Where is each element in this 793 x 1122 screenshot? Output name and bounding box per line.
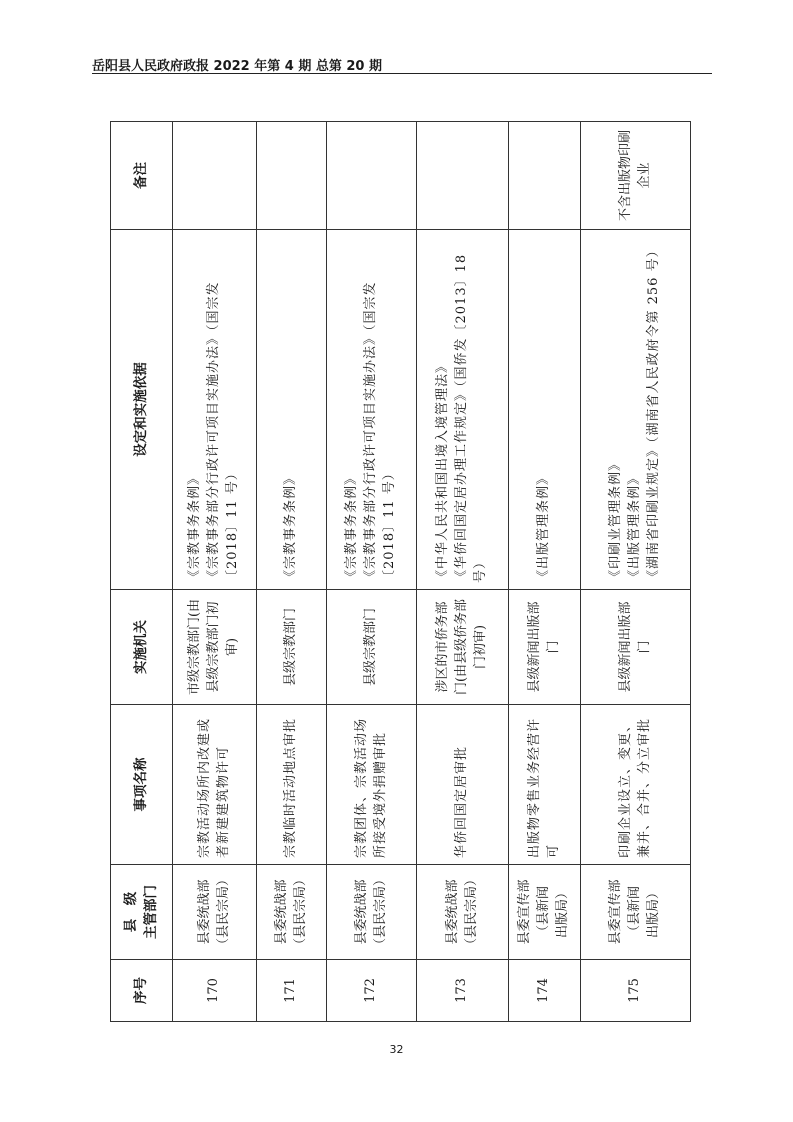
row-note	[509, 122, 581, 230]
row-dept: 县委统战部 （县民宗局）	[257, 865, 327, 960]
table-row	[327, 122, 417, 1022]
row-dept: 县委宣传部 （县新闻 出版局）	[509, 865, 581, 960]
row-no: 175	[581, 960, 691, 1022]
row-item: 宗教团体、宗教活动场所接受境外捐赠审批	[327, 705, 417, 865]
row-agency: 县级新闻出版部门	[581, 590, 691, 705]
header-note: 备注	[111, 122, 173, 230]
row-note	[417, 122, 509, 230]
basis-line: 《宗教事务部分行政许可项目实施办法》（国宗发〔2018〕11 号）	[363, 281, 397, 583]
row-no: 171	[257, 960, 327, 1022]
table-header-row	[111, 122, 173, 1022]
row-basis	[173, 230, 257, 590]
table-row	[173, 122, 257, 1022]
row-basis	[509, 230, 581, 590]
page-number: 32	[389, 1043, 404, 1056]
basis-line: 《宗教事务条例》	[283, 470, 299, 583]
header-agency: 实施机关	[111, 590, 173, 705]
header-rule	[92, 73, 712, 74]
row-agency: 涉区的市侨务部门(由县级侨务部门初审)	[417, 590, 509, 705]
row-dept: 县委宣传部 （县新闻 出版局）	[581, 865, 691, 960]
row-note	[173, 122, 257, 230]
row-note	[257, 122, 327, 230]
row-agency: 县级宗教部门	[327, 590, 417, 705]
basis-line: 《宗教事务条例》	[187, 470, 203, 583]
row-basis	[257, 230, 327, 590]
basis-line: 《印刷业管理条例》	[608, 456, 624, 583]
basis-line: 《宗教事务部分行政许可项目实施办法》（国宗发〔2018〕11 号）	[206, 281, 240, 583]
header-item: 事项名称	[111, 705, 173, 865]
row-agency: 县级宗教部门	[257, 590, 327, 705]
row-no: 173	[417, 960, 509, 1022]
approval-items-table	[110, 121, 691, 1022]
row-agency: 市级宗教部门(由县级宗教部门初审)	[173, 590, 257, 705]
row-item: 印刷企业设立、变更、兼并、合并、分立审批	[581, 705, 691, 865]
row-no: 174	[509, 960, 581, 1022]
page-header: 岳阳县人民政府政报 2022 年第 4 期 总第 20 期	[92, 59, 382, 74]
header-no: 序号	[111, 960, 173, 1022]
row-item: 宗教活动场所内改建或者新建建筑物许可	[173, 705, 257, 865]
row-no: 172	[327, 960, 417, 1022]
basis-line: 《中华人民共和国出境入境管理法》	[435, 358, 451, 583]
row-dept: 县委统战部 （县民宗局）	[173, 865, 257, 960]
row-basis	[327, 230, 417, 590]
basis-line: 《出版管理条例》	[627, 470, 643, 583]
row-dept: 县委统战部 （县民宗局）	[417, 865, 509, 960]
header-basis: 设定和实施依据	[111, 230, 173, 590]
table-container	[110, 122, 690, 1022]
row-dept: 县委统战部 （县民宗局）	[327, 865, 417, 960]
row-basis	[581, 230, 691, 590]
table-row	[509, 122, 581, 1022]
row-item: 出版物零售业务经营许可	[509, 705, 581, 865]
table-row	[581, 122, 691, 1022]
row-no: 170	[173, 960, 257, 1022]
rotated-table-frame	[110, 122, 690, 1022]
header-dept: 县 级 主管部门	[111, 865, 173, 960]
row-note	[327, 122, 417, 230]
table-row	[417, 122, 509, 1022]
table-row	[257, 122, 327, 1022]
row-agency: 县级新闻出版部门	[509, 590, 581, 705]
row-item: 华侨回国定居审批	[417, 705, 509, 865]
row-note: 不含出版物印刷企业	[581, 122, 691, 230]
basis-line: 《出版管理条例》	[536, 470, 552, 583]
basis-line: 《湖南省印刷业规定》（湖南省人民政府令第 256 号）	[645, 243, 661, 583]
row-item: 宗教临时活动地点审批	[257, 705, 327, 865]
row-basis	[417, 230, 509, 590]
basis-line: 《宗教事务条例》	[344, 470, 360, 583]
basis-line: 《华侨回国定居办理工作规定》（国侨发〔2013〕18 号）	[454, 253, 488, 583]
